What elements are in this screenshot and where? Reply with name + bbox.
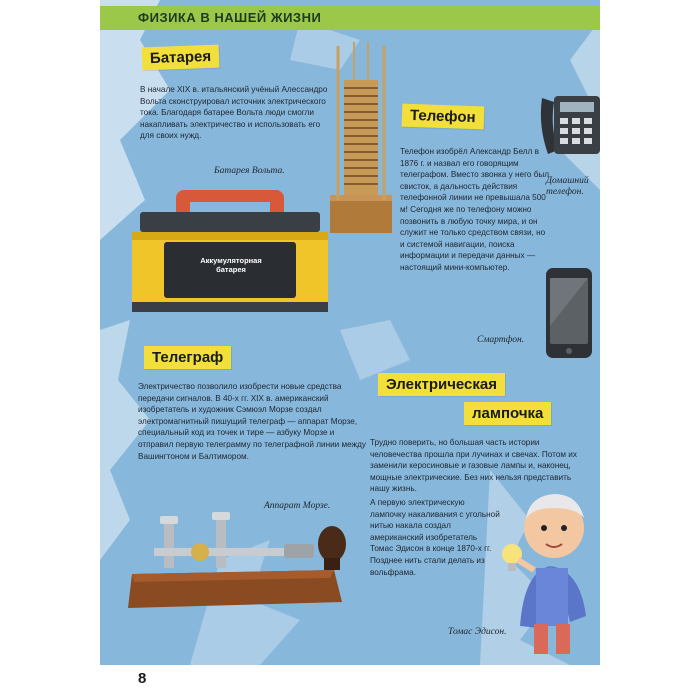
telegraph-text: Электричество позволило изобрести новые средства передачи сигналов. В 40-х гг. XIX в. американский изобретатель и художник Сэмюэл Морзе создал электромагнитный пишущий телеграф — аппарат Морзе, специальный код из точек и тире — азбуку Морзе и отправил первую телеграмму по телеграфной линии между Вашингтоном и Балтимором. [138, 382, 366, 461]
car-battery-label-line1: Аккумуляторная [200, 256, 262, 265]
smartphone-image [544, 266, 594, 362]
bulb-text-2: А первую электрическую лампочку накаливания с угольной нитью накала создал американский изобретатель Томас Эдисон в конце 1870-х гг. Позднее нить стали делать из вольфрама. [370, 498, 500, 577]
bulb-heading-line2: лампочка [464, 402, 551, 425]
bulb-text-1: Трудно поверить, но большая часть истории человечества прошла при лучинах и свечах. Потом их заменили керосиновые и газовые лампы и, наконец, мощные электрические. Без них нельзя представить нашу жизнь. [370, 438, 577, 494]
smartphone-caption: Смартфон. [477, 335, 525, 345]
bulb-heading-line1: Электрическая [378, 373, 505, 396]
telephone-text: Телефон изобрёл Александр Белл в 1876 г. и назвал его говорящим телеграфом. Вместо звонка у него был свисток, а дальность действия телефонной линии не превышала 500 м! Сегодня же по телефону можно позвонить в любую точку мира, и он служит не только средством связи, но и системой навигации, поиска информации и передачи данных — настоящий мини-компьютер. [400, 147, 550, 272]
car-battery-image [132, 186, 328, 318]
volta-pile-image [328, 40, 394, 236]
morse-apparatus-caption: Аппарат Морзе. [264, 501, 331, 511]
morse-telegraph-image [124, 508, 364, 618]
edison-caption: Томас Эдисон. [448, 627, 507, 637]
battery-text: В начале XIX в. итальянский учёный Алессандро Вольта сконструировал источник электрического тока. Благодаря батарее Вольта люди смогли накапливать электричество и использовать его для своих нужд. [140, 85, 328, 141]
page-title: ФИЗИКА В НАШЕЙ ЖИЗНИ [138, 10, 322, 25]
home-phone-caption: Домашний телефон. [546, 176, 589, 197]
volta-battery-caption: Батарея Вольта. [214, 166, 285, 176]
car-battery-label [166, 256, 296, 274]
telephone-heading: Телефон [402, 104, 484, 130]
car-battery-label-line2: батарея [216, 265, 246, 274]
page-number: 8 [138, 670, 147, 687]
battery-heading: Батарея [142, 45, 220, 71]
page-header [100, 6, 600, 30]
telegraph-heading: Телеграф [144, 346, 231, 369]
book-page [100, 0, 600, 700]
edison-illustration [498, 488, 598, 658]
